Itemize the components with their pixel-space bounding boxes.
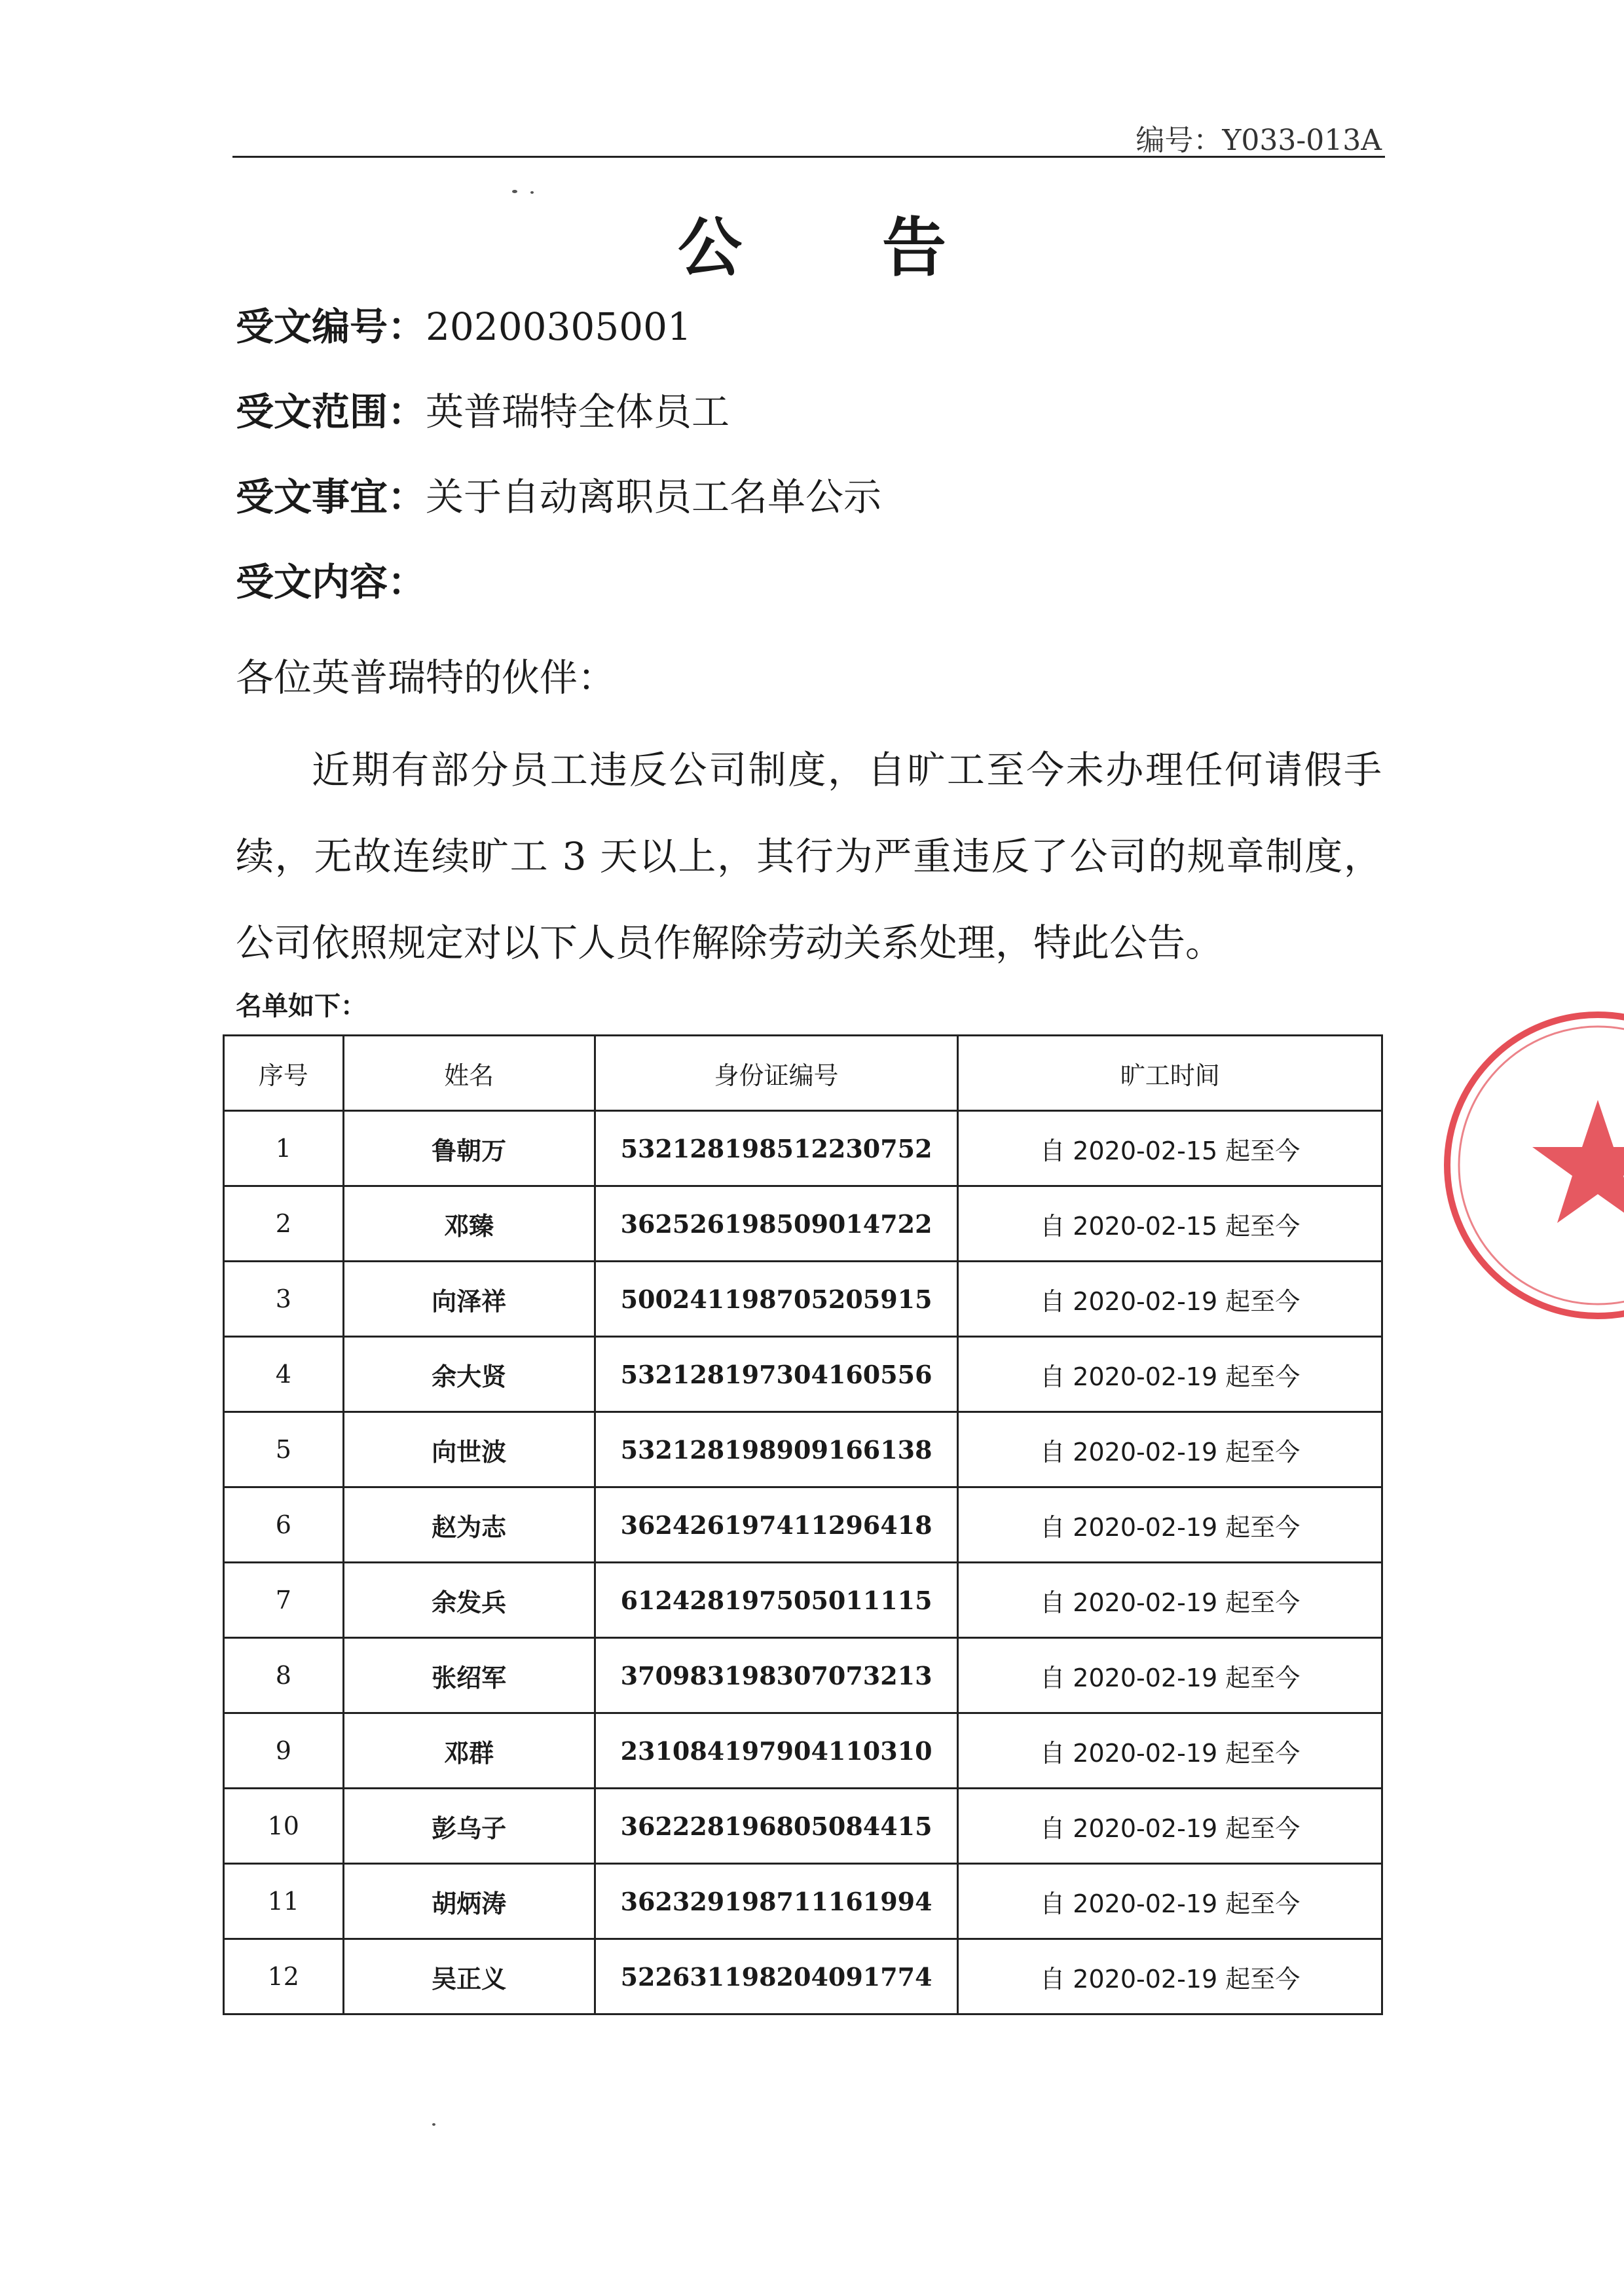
meta-label: 受文内容： xyxy=(236,560,426,604)
row-index: 2 xyxy=(224,1186,344,1262)
employee-name: 胡炳涛 xyxy=(343,1864,595,1939)
meta-value: 关于自动离职员工名单公示 xyxy=(426,475,882,519)
id-number: 231084197904110310 xyxy=(595,1713,958,1789)
meta-scope xyxy=(236,390,730,434)
employee-name: 吴正义 xyxy=(343,1939,595,2014)
meta-receipt-number xyxy=(236,304,692,349)
greeting: 各位英普瑞特的伙伴： xyxy=(236,655,616,700)
meta-label: 受文编号： xyxy=(236,304,426,349)
id-number: 500241198705205915 xyxy=(595,1262,958,1337)
employee-name: 向世波 xyxy=(343,1412,595,1487)
list-heading: 名单如下： xyxy=(236,991,367,1021)
row-index: 9 xyxy=(224,1713,344,1789)
absence-period: 自 2020-02-19 起至今 xyxy=(958,1638,1382,1713)
table-row xyxy=(224,1864,1382,1939)
absence-period: 自 2020-02-19 起至今 xyxy=(958,1412,1382,1487)
table-row xyxy=(224,1487,1382,1563)
table-row xyxy=(224,1337,1382,1412)
employee-name: 张绍军 xyxy=(343,1638,595,1713)
scan-speck xyxy=(432,2123,435,2126)
meta-value: 20200305001 xyxy=(426,304,692,349)
meta-label: 受文事宜： xyxy=(236,475,426,519)
employee-name: 向泽祥 xyxy=(343,1262,595,1337)
column-header-id-number: 身份证编号 xyxy=(595,1036,958,1111)
page-title: 公 告 xyxy=(677,211,1006,285)
row-index: 12 xyxy=(224,1939,344,2014)
absence-period: 自 2020-02-19 起至今 xyxy=(958,1789,1382,1864)
employee-name: 鲁朝万 xyxy=(343,1111,595,1186)
id-number: 362426197411296418 xyxy=(595,1487,958,1563)
row-index: 5 xyxy=(224,1412,344,1487)
employee-name: 彭乌子 xyxy=(343,1789,595,1864)
table-row xyxy=(224,1789,1382,1864)
id-number: 522631198204091774 xyxy=(595,1939,958,2014)
id-number: 362526198509014722 xyxy=(595,1186,958,1262)
row-index: 10 xyxy=(224,1789,344,1864)
dismissal-table xyxy=(223,1034,1383,2015)
row-index: 3 xyxy=(224,1262,344,1337)
meta-subject xyxy=(236,475,882,519)
id-number: 532128198512230752 xyxy=(595,1111,958,1186)
meta-content xyxy=(236,560,426,604)
company-seal-icon xyxy=(1434,1002,1624,1329)
absence-period: 自 2020-02-19 起至今 xyxy=(958,1337,1382,1412)
table-row xyxy=(224,1939,1382,2014)
absence-period: 自 2020-02-19 起至今 xyxy=(958,1487,1382,1563)
row-index: 11 xyxy=(224,1864,344,1939)
table-row xyxy=(224,1638,1382,1713)
scan-speck xyxy=(512,190,517,193)
absence-period: 自 2020-02-19 起至今 xyxy=(958,1713,1382,1789)
absence-period: 自 2020-02-15 起至今 xyxy=(958,1111,1382,1186)
table-row xyxy=(224,1563,1382,1638)
row-index: 6 xyxy=(224,1487,344,1563)
table-row xyxy=(224,1262,1382,1337)
column-header-name: 姓名 xyxy=(343,1036,595,1111)
scan-speck xyxy=(530,191,534,194)
header-divider xyxy=(232,156,1385,158)
table-row xyxy=(224,1412,1382,1487)
table-row xyxy=(224,1713,1382,1789)
id-number: 362329198711161994 xyxy=(595,1864,958,1939)
row-index: 8 xyxy=(224,1638,344,1713)
id-number: 532128197304160556 xyxy=(595,1337,958,1412)
employee-name: 余发兵 xyxy=(343,1563,595,1638)
meta-value: 英普瑞特全体员工 xyxy=(426,390,730,434)
absence-period: 自 2020-02-19 起至今 xyxy=(958,1939,1382,2014)
meta-label: 受文范围： xyxy=(236,390,426,434)
id-number: 370983198307073213 xyxy=(595,1638,958,1713)
absence-period: 自 2020-02-19 起至今 xyxy=(958,1864,1382,1939)
absence-period: 自 2020-02-19 起至今 xyxy=(958,1262,1382,1337)
absence-period: 自 2020-02-15 起至今 xyxy=(958,1186,1382,1262)
employee-name: 邓群 xyxy=(343,1713,595,1789)
table-row xyxy=(224,1186,1382,1262)
absence-period: 自 2020-02-19 起至今 xyxy=(958,1563,1382,1638)
row-index: 4 xyxy=(224,1337,344,1412)
table-header-row xyxy=(224,1036,1382,1111)
row-index: 7 xyxy=(224,1563,344,1638)
employee-name: 余大贤 xyxy=(343,1337,595,1412)
id-number: 362228196805084415 xyxy=(595,1789,958,1864)
table-row xyxy=(224,1111,1382,1186)
column-header-index: 序号 xyxy=(224,1036,344,1111)
column-header-absence-period: 旷工时间 xyxy=(958,1036,1382,1111)
notice-body: 近期有部分员工违反公司制度，自旷工至今未办理任何请假手续，无故连续旷工 3 天以上，其行为严重违反了公司的规章制度，公司依照规定对以下人员作解除劳动关系处理，特此公告。 xyxy=(236,748,1382,965)
id-number: 612428197505011115 xyxy=(595,1563,958,1638)
employee-name: 邓臻 xyxy=(343,1186,595,1262)
id-number: 532128198909166138 xyxy=(595,1412,958,1487)
employee-name: 赵为志 xyxy=(343,1487,595,1563)
row-index: 1 xyxy=(224,1111,344,1186)
document-number: 编号：Y033-013A xyxy=(1135,124,1382,157)
